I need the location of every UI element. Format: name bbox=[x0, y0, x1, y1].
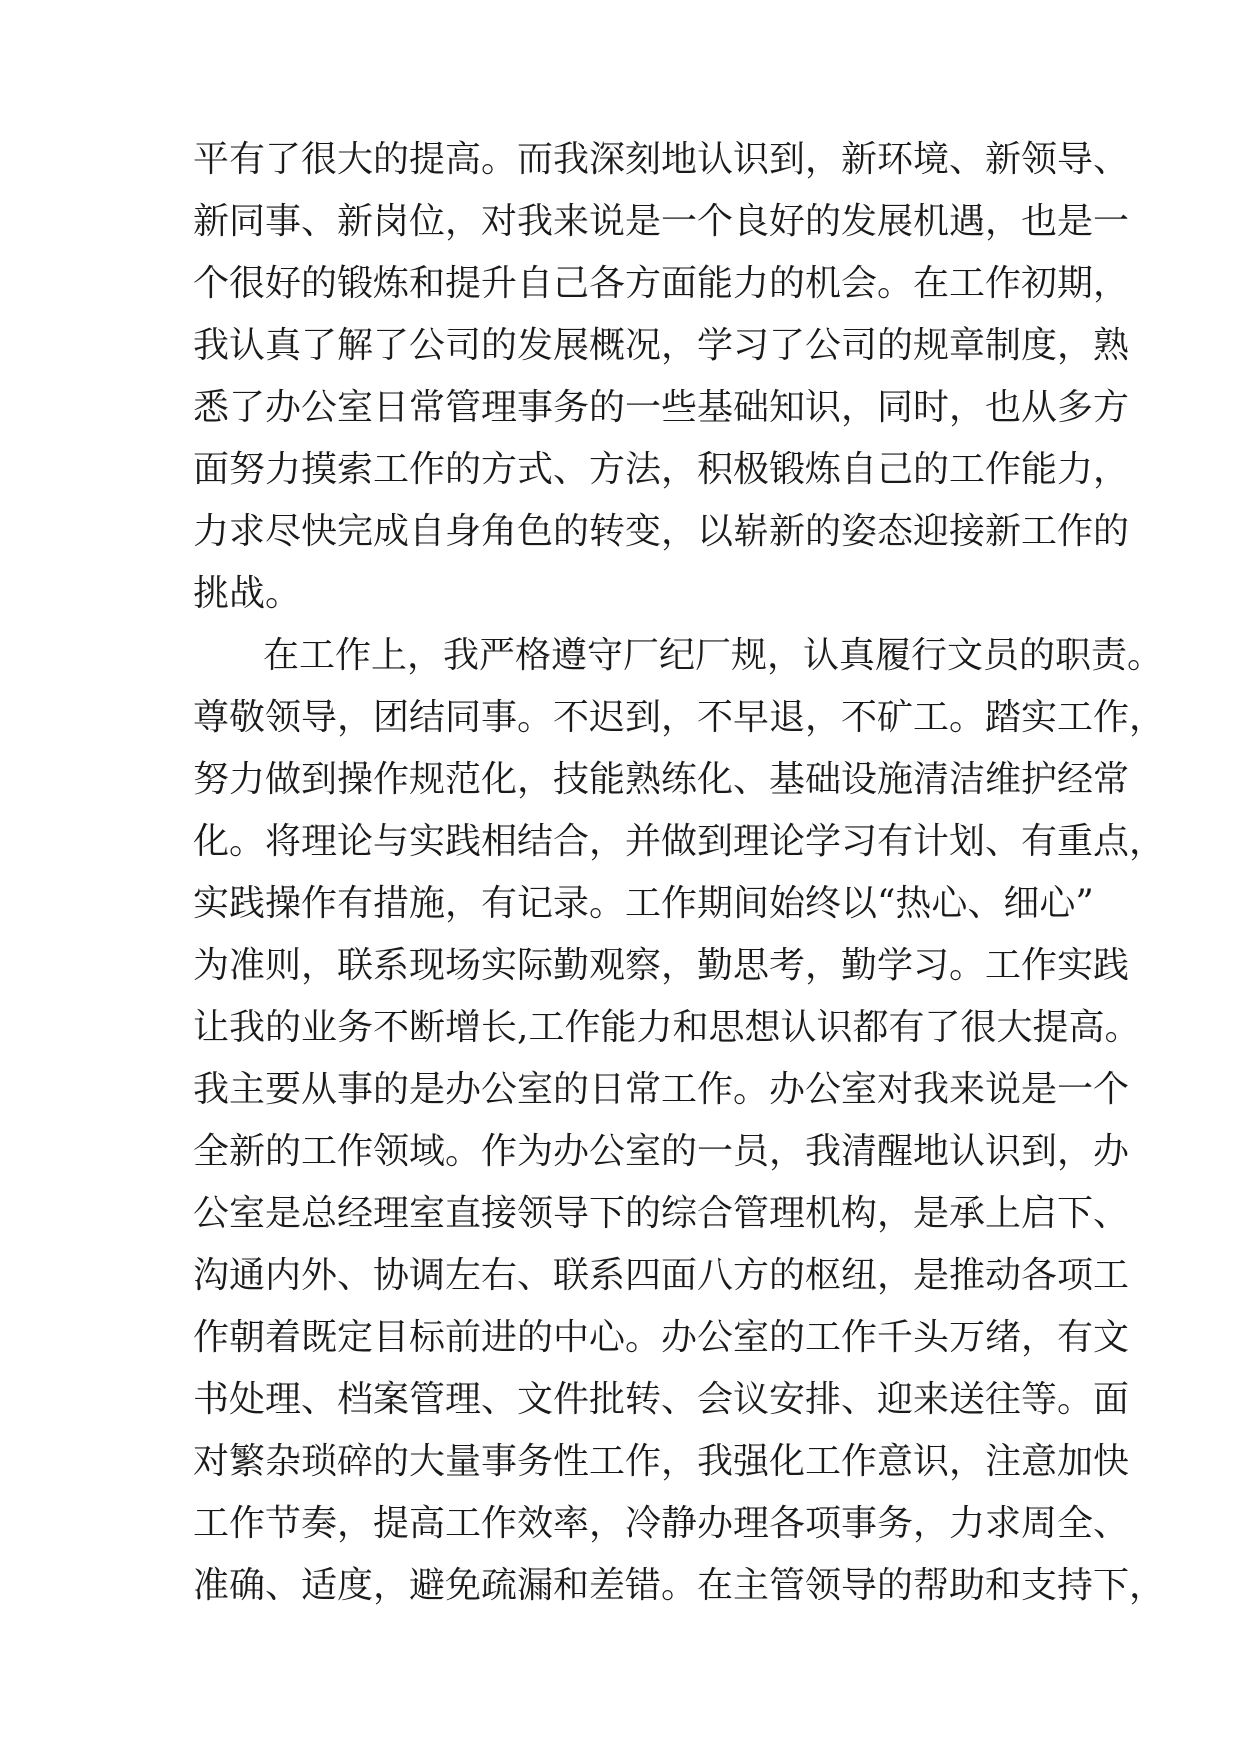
text-line: 平有了很大的提高。而我深刻地认识到，新环境、新领导、 bbox=[193, 139, 1130, 180]
text-line: 化。将理论与实践相结合，并做到理论学习有计划、有重点， bbox=[193, 821, 1166, 862]
text-line: 我认真了解了公司的发展概况，学习了公司的规章制度，熟 bbox=[193, 325, 1130, 366]
text-line: 为准则，联系现场实际勤观察，勤思考，勤学习。工作实践 bbox=[193, 945, 1130, 986]
text-line: 作朝着既定目标前进的中心。办公室的工作千头万绪，有文 bbox=[193, 1317, 1130, 1358]
text-line: 努力做到操作规范化，技能熟练化、基础设施清洁维护经常 bbox=[193, 759, 1130, 800]
text-line: 挑战。 bbox=[193, 573, 302, 614]
text-line: 我主要从事的是办公室的日常工作。办公室对我来说是一个 bbox=[193, 1069, 1130, 1110]
text-line: 尊敬领导，团结同事。不迟到，不早退，不矿工。踏实工作， bbox=[193, 697, 1166, 738]
text-line: 力求尽快完成自身角色的转变，以崭新的姿态迎接新工作的 bbox=[193, 511, 1130, 552]
text-line: 个很好的锻炼和提升自己各方面能力的机会。在工作初期， bbox=[193, 263, 1130, 304]
text-line: 全新的工作领域。作为办公室的一员，我清醒地认识到，办 bbox=[193, 1131, 1130, 1172]
text-line: 新同事、新岗位，对我来说是一个良好的发展机遇，也是一 bbox=[193, 201, 1130, 242]
paragraph-first-line: 在工作上，我严格遵守厂纪厂规，认真履行文员的职责。 bbox=[263, 635, 1164, 676]
text-line: 准确、适度，避免疏漏和差错。在主管领导的帮助和支持下， bbox=[193, 1565, 1166, 1606]
text-line: 工作节奏，提高工作效率，冷静办理各项事务，力求周全、 bbox=[193, 1503, 1130, 1544]
text-line: 悉了办公室日常管理事务的一些基础知识，同时，也从多方 bbox=[193, 387, 1130, 428]
text-line: 公室是总经理室直接领导下的综合管理机构，是承上启下、 bbox=[193, 1193, 1130, 1234]
text-line: 对繁杂琐碎的大量事务性工作，我强化工作意识，注意加快 bbox=[193, 1441, 1130, 1482]
text-line: 让我的业务不断增长,工作能力和思想认识都有了很大提高。 bbox=[193, 1007, 1141, 1048]
text-line: 沟通内外、协调左右、联系四面八方的枢纽，是推动各项工 bbox=[193, 1255, 1130, 1296]
text-line: 实践操作有措施，有记录。工作期间始终以“热心、细心” bbox=[193, 883, 1094, 924]
text-line: 书处理、档案管理、文件批转、会议安排、迎来送往等。面 bbox=[193, 1379, 1130, 1420]
text-line: 面努力摸索工作的方式、方法，积极锻炼自己的工作能力， bbox=[193, 449, 1130, 490]
